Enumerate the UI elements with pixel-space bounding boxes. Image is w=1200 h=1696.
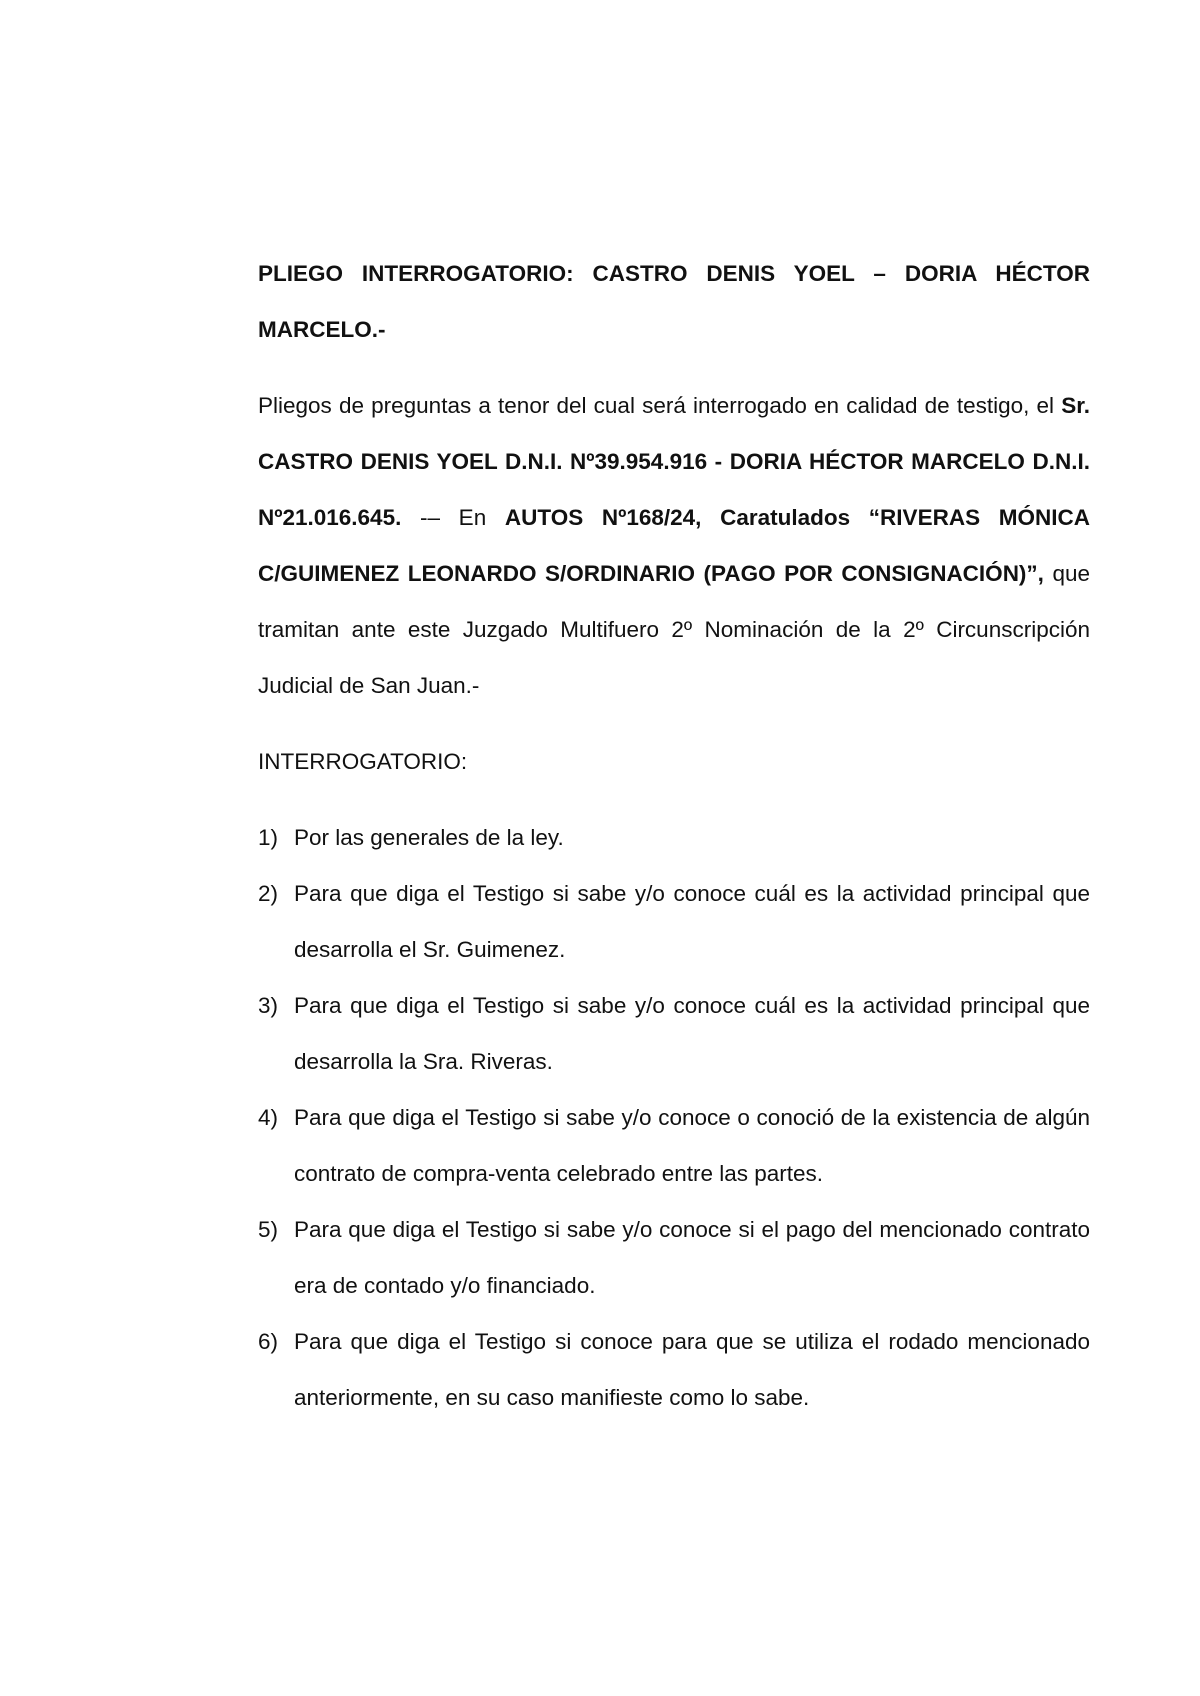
question-item bbox=[258, 1202, 1090, 1314]
interrogatory-heading: INTERROGATORIO: bbox=[258, 749, 468, 774]
witness-identification: Sr. CASTRO DENIS YOEL D.N.I. Nº39.954.916 - DORIA HÉCTOR MARCELO D.N.I. Nº21.016.645. bbox=[258, 393, 1090, 530]
question-number: 3) bbox=[258, 993, 279, 1018]
intro-text-3: que tramitan ante este Juzgado Multifuero 2º Nominación de la 2º Circunscripción Judicial de San Juan.- bbox=[258, 561, 1090, 698]
question-item bbox=[258, 978, 1090, 1090]
intro-text-2: -– En bbox=[401, 505, 505, 530]
question-text: Para que diga el Testigo si sabe y/o conoce si el pago del mencionado contrato era de contado y/o financiado. bbox=[294, 1217, 1090, 1298]
question-number: 1) bbox=[258, 825, 279, 850]
question-item bbox=[258, 866, 1090, 978]
questions-list bbox=[258, 810, 1090, 1426]
question-item bbox=[258, 1090, 1090, 1202]
question-text: Para que diga el Testigo si sabe y/o conoce cuál es la actividad principal que desarrolla la Sra. Riveras. bbox=[294, 993, 1090, 1074]
document-body bbox=[258, 246, 1090, 1426]
question-text: Por las generales de la ley. bbox=[294, 825, 564, 850]
question-number: 4) bbox=[258, 1105, 279, 1130]
document-title: PLIEGO INTERROGATORIO: CASTRO DENIS YOEL – DORIA HÉCTOR MARCELO.- bbox=[258, 261, 1090, 342]
question-text: Para que diga el Testigo si sabe y/o conoce o conoció de la existencia de algún contrato de compra-venta celebrado entre las partes. bbox=[294, 1105, 1090, 1186]
intro-text-1: Pliegos de preguntas a tenor del cual será interrogado en calidad de testigo, el bbox=[258, 393, 1062, 418]
question-item bbox=[258, 810, 1090, 866]
question-number: 2) bbox=[258, 881, 279, 906]
question-item bbox=[258, 1314, 1090, 1426]
question-text: Para que diga el Testigo si conoce para que se utiliza el rodado mencionado anteriormente, en su caso manifieste como lo sabe. bbox=[294, 1329, 1090, 1410]
case-caption: AUTOS Nº168/24, Caratulados “RIVERAS MÓNICA C/GUIMENEZ LEONARDO S/ORDINARIO (PAGO POR CONSIGNACIÓN)”, bbox=[258, 505, 1090, 586]
question-text: Para que diga el Testigo si sabe y/o conoce cuál es la actividad principal que desarrolla el Sr. Guimenez. bbox=[294, 881, 1090, 962]
question-number: 5) bbox=[258, 1217, 279, 1242]
question-number: 6) bbox=[258, 1329, 279, 1354]
intro-paragraph bbox=[258, 378, 1090, 714]
